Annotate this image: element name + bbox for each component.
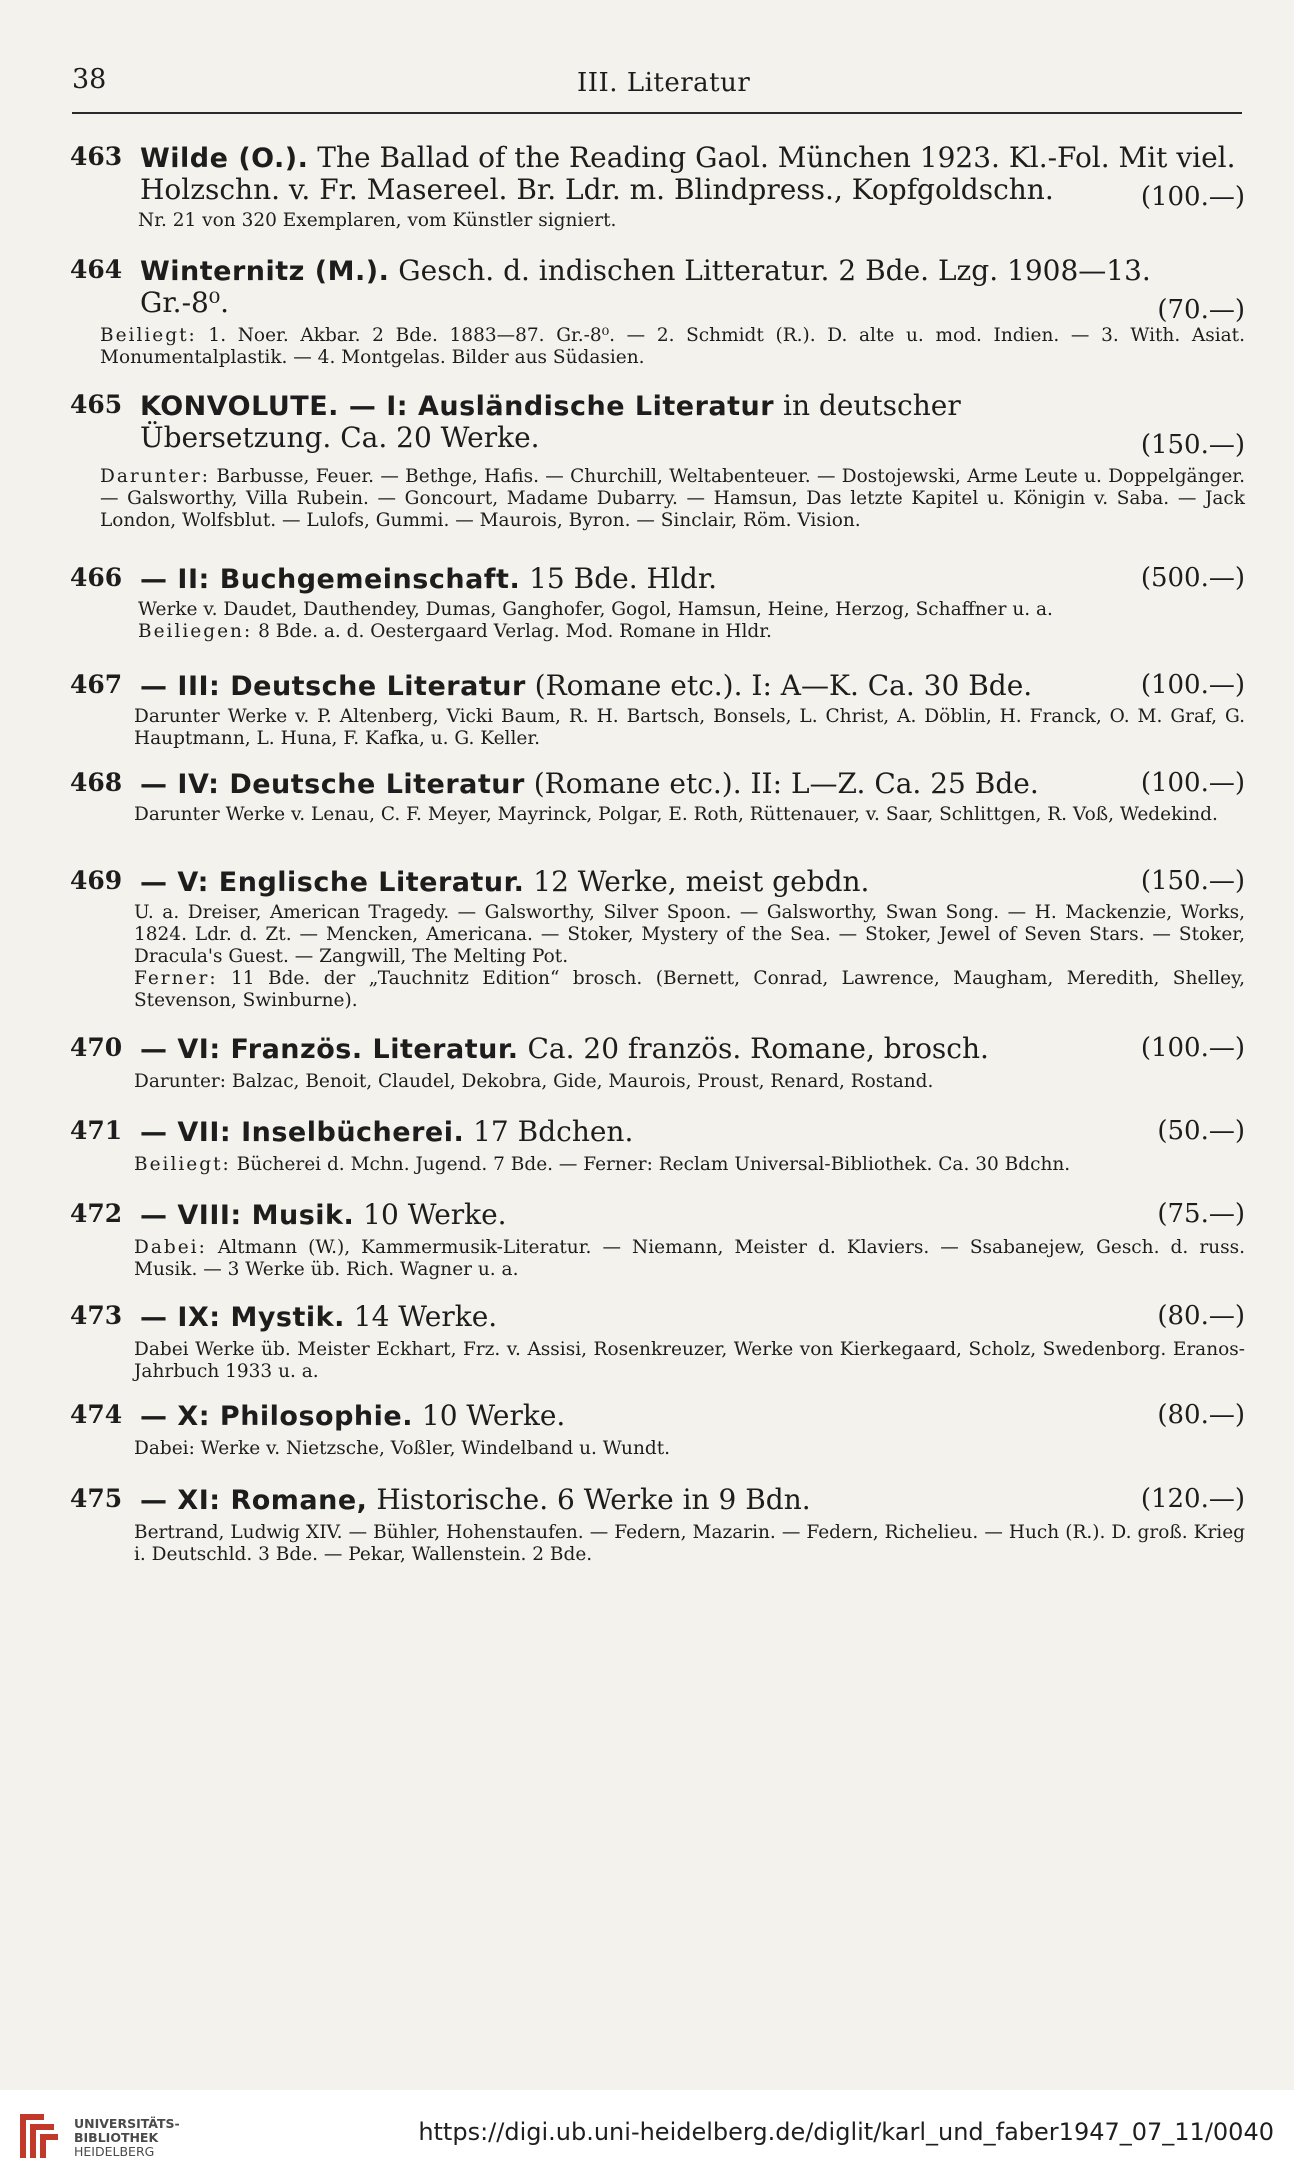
lot-number: 475 [70, 1484, 123, 1513]
lot-number: 468 [70, 768, 123, 797]
entry-title-rest: 12 Werke, meist gebdn. [524, 865, 870, 898]
entry-title-rest: 14 Werke. [344, 1300, 498, 1333]
catalog-entry [70, 1301, 1245, 1386]
entry-title-bold: — III: Deutsche Literatur [140, 671, 526, 702]
entry-title-rest: in deutscher Übersetzung. Ca. 20 Werke. [140, 389, 961, 454]
page-number: 38 [72, 64, 107, 95]
entry-price: (150.—) [1140, 866, 1245, 896]
entry-title-bold: — VII: Inselbücherei. [140, 1117, 465, 1148]
entry-title-bold: — VI: Französ. Literatur. [140, 1034, 519, 1065]
entry-note-text: Darunter: Balzac, Benoit, Claudel, Dekobra, Gide, Maurois, Proust, Renard, Rostand. [134, 1071, 934, 1092]
page-title: III. Literatur [577, 68, 751, 98]
entry-title-bold: — X: Philosophie. [140, 1401, 413, 1432]
entry-title [140, 390, 1155, 453]
entry-note-line [134, 968, 1245, 1012]
entry-note-text: 11 Bde. der „Tauchnitz Edition“ brosch. (Bernett, Conrad, Lawrence, Maugham, Meredith, Shelley, Stevenson, Swinburne). [134, 968, 1245, 1011]
lot-number: 471 [70, 1116, 123, 1145]
entry-title [140, 670, 1085, 702]
entry-note [134, 1438, 1245, 1460]
entry-title-rest: 10 Werke. [412, 1399, 566, 1432]
entry-note-text: Nr. 21 von 320 Exemplaren, vom Künstler signiert. [138, 210, 617, 231]
entry-note-lead: Beiliegt: [134, 1154, 231, 1175]
library-logo-text [74, 2117, 180, 2159]
entry-title-bold: Winternitz (M.). [140, 256, 390, 287]
entry-title-rest: Gesch. d. indischen Litteratur. 2 Bde. Lzg. 1908—13. Gr.-8⁰. [140, 254, 1151, 319]
entry-note-text: Bertrand, Ludwig XIV. — Bühler, Hohenstaufen. — Federn, Mazarin. — Federn, Richelieu. — Huch (R.). D. groß. Krieg i. Deutschld. 3 Bde. — Pekar, Wallenstein. 2 Bde. [134, 1522, 1245, 1565]
entry-title [140, 1199, 1085, 1231]
catalog-entry [70, 142, 1245, 237]
university-library-logo-icon [14, 2110, 60, 2162]
entry-price: (80.—) [1157, 1301, 1245, 1331]
entry-price: (100.—) [1140, 1033, 1245, 1063]
catalog-entry [70, 1199, 1245, 1284]
entry-note-text: 8 Bde. a. d. Oestergaard Verlag. Mod. Romane in Hldr. [252, 621, 772, 642]
catalog-entry [70, 1116, 1245, 1186]
catalog-entry [70, 390, 1245, 540]
entry-note [138, 210, 1245, 232]
catalog-entry [70, 866, 1245, 1016]
entry-price: (70.—) [1157, 295, 1245, 325]
entry-price: (100.—) [1140, 768, 1245, 798]
entry-note-line: U. a. Dreiser, American Tragedy. — Galsworthy, Silver Spoon. — Galsworthy, Swan Song. — H. Mackenzie, Works, 1824. Ldr. d. Zt. — Mencken, Americana. — Stoker, Mystery of the Sea. — Stoker, Jewel of Seven Stars. — Stoker, Dracula's Guest. — Zangwill, The Melting Pot. [134, 902, 1245, 967]
lot-number: 474 [70, 1400, 123, 1429]
permalink-url[interactable]: https://digi.ub.uni-heidelberg.de/diglit/karl_und_faber1947_07_11/0040 [418, 2118, 1274, 2146]
entry-title [140, 1484, 1085, 1516]
viewer-footer [0, 2090, 1294, 2183]
entry-note-text: 1. Noer. Akbar. 2 Bde. 1883—87. Gr.-8⁰. — 2. Schmidt (R.). D. alte u. mod. Indien. — 3. With. Asiat. Monumentalplastik. — 4. Montgelas. Bilder aus Südasien. [100, 325, 1245, 368]
entry-title [140, 1116, 1085, 1148]
entry-note [100, 466, 1245, 532]
entry-note [134, 902, 1245, 1012]
entry-title-bold: Wilde (O.). [140, 143, 309, 174]
lot-number: 473 [70, 1301, 123, 1330]
entry-note [134, 1154, 1245, 1176]
header-rule [72, 112, 1242, 114]
entry-title-rest: The Ballad of the Reading Gaol. München 1923. Kl.-Fol. Mit viel. Holzschn. v. Fr. Masereel. Br. Ldr. m. Blindpress., Kopfgoldschn. [140, 141, 1236, 206]
catalog-entry [70, 255, 1245, 375]
entry-note-lead: Beiliegen: [138, 621, 253, 642]
entry-note [134, 1071, 1245, 1093]
entry-title-bold: KONVOLUTE. — I: Ausländische Literatur [140, 391, 775, 422]
entry-title [140, 1301, 1085, 1333]
entry-title-bold: — XI: Romane, [140, 1485, 368, 1516]
lot-number: 464 [70, 255, 123, 284]
entry-title-bold: — II: Buchgemeinschaft. [140, 564, 521, 595]
entry-note-text: Altmann (W.), Kammermusik-Literatur. — Niemann, Meister d. Klaviers. — Ssabanejew, Gesch. d. russ. Musik. — 3 Werke üb. Rich. Wagner u. a. [134, 1237, 1245, 1280]
entry-note [134, 1522, 1245, 1566]
entry-title [140, 142, 1245, 205]
entry-price: (75.—) [1157, 1199, 1245, 1229]
entry-title-rest: 15 Bde. Hldr. [520, 562, 718, 595]
logo-line: BIBLIOTHEK [74, 2130, 159, 2145]
entry-price: (100.—) [1140, 182, 1245, 212]
logo-line: UNIVERSITÄTS- [74, 2116, 180, 2131]
entry-title [140, 563, 1085, 595]
lot-number: 470 [70, 1033, 123, 1062]
entry-note-text: Bücherei d. Mchn. Jugend. 7 Bde. — Ferner: Reclam Universal-Bibliothek. Ca. 30 Bdchn. [230, 1154, 1071, 1175]
catalog-entry [70, 1400, 1245, 1470]
entry-note-text: Barbusse, Feuer. — Bethge, Hafis. — Churchill, Weltabenteuer. — Dostojewski, Arme Leute u. Doppelgänger. — Galsworthy, Villa Rubein. — Goncourt, Madame Dubarry. — Hamsun, Das letzte Kapitel u. Königin v. Saba. — Jack London, Wolfsblut. — Lulofs, Gummi. — Maurois, Byron. — Sinclair, Röm. Vision. [100, 466, 1245, 531]
entry-title [140, 255, 1245, 318]
entry-note [100, 325, 1245, 369]
entry-note-lead: Beiliegt: [100, 325, 197, 346]
entry-price: (80.—) [1157, 1400, 1245, 1430]
entry-note-lead: Ferner: [134, 968, 218, 989]
entry-title-rest: (Romane etc.). II: L—Z. Ca. 25 Bde. [524, 767, 1039, 800]
entry-note-line [138, 621, 1245, 643]
entry-title-bold: — IX: Mystik. [140, 1302, 345, 1333]
entry-note-lead: Darunter: [100, 466, 210, 487]
catalog-entry [70, 1033, 1245, 1103]
logo-line: HEIDELBERG [74, 2144, 155, 2159]
entry-title [140, 1033, 1085, 1065]
entry-price: (100.—) [1140, 670, 1245, 700]
entry-note-text: Dabei Werke üb. Meister Eckhart, Frz. v. Assisi, Rosenkreuzer, Werke von Kierkegaard, Scholz, Swedenborg. Eranos-Jahrbuch 1933 u. a. [134, 1339, 1245, 1382]
entry-title-bold: — VIII: Musik. [140, 1200, 355, 1231]
entry-note-text: Darunter Werke v. P. Altenberg, Vicki Baum, R. H. Bartsch, Bonsels, L. Christ, A. Döblin, H. Franck, O. M. Graf, G. Hauptmann, L. Huna, F. Kafka, u. G. Keller. [134, 706, 1245, 749]
lot-number: 465 [70, 390, 123, 419]
lot-number: 472 [70, 1199, 123, 1228]
entry-note [134, 1339, 1245, 1383]
lot-number: 469 [70, 866, 123, 895]
entry-price: (150.—) [1140, 430, 1245, 460]
entry-title-rest: Historische. 6 Werke in 9 Bdn. [367, 1483, 811, 1516]
entry-title-rest: Ca. 20 französ. Romane, brosch. [518, 1032, 989, 1065]
entry-title-rest: 10 Werke. [354, 1198, 507, 1231]
catalog-entry [70, 670, 1245, 755]
entry-title [140, 768, 1085, 800]
entry-note [134, 706, 1245, 750]
entry-title-rest: 17 Bdchen. [464, 1115, 634, 1148]
entry-title-bold: — IV: Deutsche Literatur [140, 769, 525, 800]
entry-note-text: Dabei: Werke v. Nietzsche, Voßler, Windelband u. Wundt. [134, 1438, 671, 1459]
entry-price: (50.—) [1157, 1116, 1245, 1146]
catalog-entry [70, 563, 1245, 648]
entry-note-lead: Dabei: [134, 1237, 207, 1258]
page-header [72, 58, 1242, 118]
entry-title-rest: (Romane etc.). I: A—K. Ca. 30 Bde. [525, 669, 1033, 702]
entry-title [140, 866, 1085, 898]
catalog-entry [70, 768, 1245, 853]
entry-note [138, 599, 1245, 643]
lot-number: 463 [70, 142, 123, 171]
entry-price: (500.—) [1140, 563, 1245, 593]
catalog-entry [70, 1484, 1245, 1569]
entry-note [134, 804, 1245, 826]
entry-note-text: Darunter Werke v. Lenau, C. F. Meyer, Mayrinck, Polgar, E. Roth, Rüttenauer, v. Saar, Schlittgen, R. Voß, Wedekind. [134, 804, 1218, 825]
lot-number: 466 [70, 563, 123, 592]
lot-number: 467 [70, 670, 123, 699]
entry-title [140, 1400, 1085, 1432]
entry-title-bold: — V: Englische Literatur. [140, 867, 525, 898]
entry-price: (120.—) [1140, 1484, 1245, 1514]
entry-note-line: Werke v. Daudet, Dauthendey, Dumas, Ganghofer, Gogol, Hamsun, Heine, Herzog, Schaffner u. a. [138, 599, 1053, 620]
entry-note [134, 1237, 1245, 1281]
